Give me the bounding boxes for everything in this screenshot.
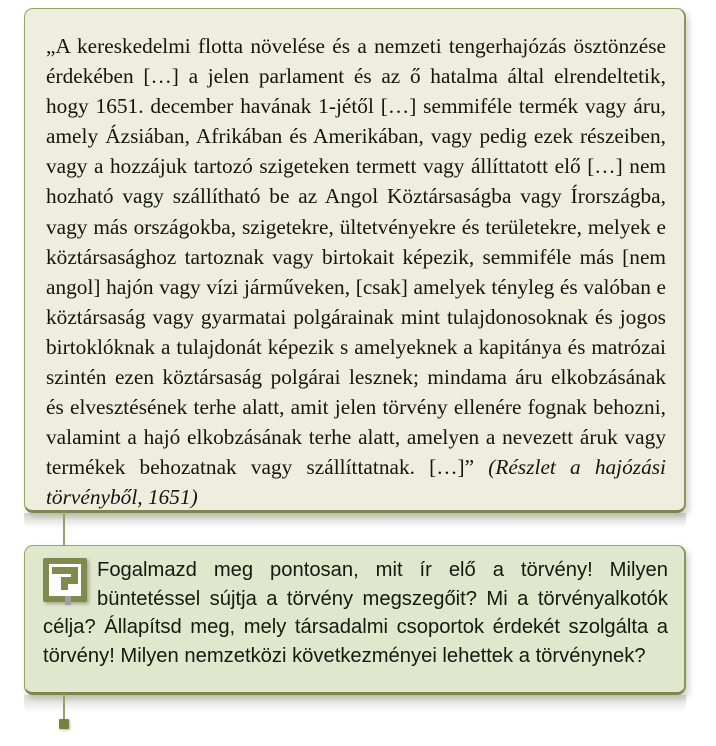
source-quotation-body: „A kereskedelmi flotta növelése és a nemzeti tengerhajózás ösztönzése érdekében […] a jelen parlament és az ő hatalma által elrendeltetik, hogy 1651. december havának 1-jétől […] semmiféle termék vagy áru, amely Ázsiában, Afrikában és Amerikában, vagy pedig ezek részeiben, vagy a hozzájuk tartozó szigeteken termett vagy állíttatott elő […] nem hozható vagy szállítható be az Angol Köztársaságba vagy Írországba, vagy más országokba, szigetekre, ültetvényekre és területekre, melyek e köztársasághoz tartoznak vagy birtokait képezik, semmiféle más [nem angol] hajón vagy vízi járműveken, [csak] amelyek tényleg és valóban e köztársaság vagy gyarmatai polgárainak mint tulajdonosoknak és jogos birtoklóknak a tulajdonát képezik s amelyeknek a kapitánya és matrózai szintén ezen köztársaság polgárai lesznek; mindama áru elkobzásának és elvesztésének terhe alatt, amit jelen törvény ellenére fognak behozni, valamint a hajó elkobzásának terhe alatt, amelyen a nevezett áruk vagy termékek behozatnak vagy szállíttatnak. […]” (46, 34, 666, 480)
source-quotation-text (46, 31, 666, 513)
source-attribution: (Részlet a hajózási törvényből, 1651) (46, 455, 666, 510)
task-question-body: Fogalmazd meg pontosan, mit ír elő a törvény! Milyen büntetéssel sújtja a törvény megszegőit? Mi a törvényalkotók célja? Állapítsd meg, mely társadalmi csoportok érdekét szolgálta a törvény! Milyen nemzetközi következményei lehettek a törvénynek? (43, 559, 668, 667)
task-question-text (43, 556, 668, 670)
task-question-box (24, 545, 686, 695)
source-box-shadow (24, 513, 686, 529)
question-mark-icon (43, 558, 87, 602)
bottom-stem-cap (59, 719, 69, 729)
question-mark-icon-segment-tail (65, 596, 71, 605)
task-box-shadow (24, 695, 686, 713)
bottom-stem-line (63, 694, 65, 722)
source-quotation-box (24, 8, 686, 513)
question-mark-icon-segment-stem (61, 577, 68, 590)
box-connector-line (63, 511, 65, 546)
